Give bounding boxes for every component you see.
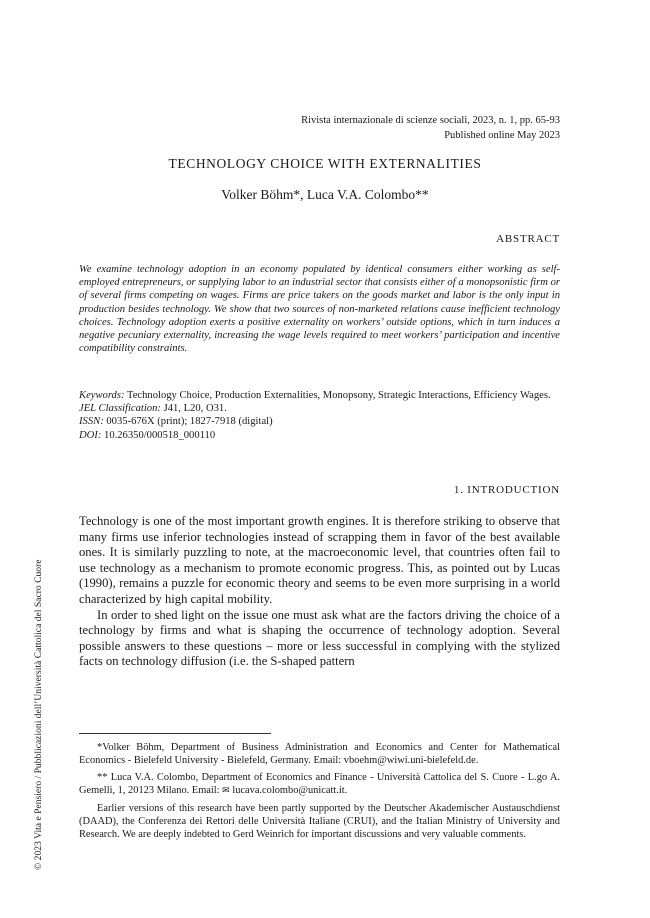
issn-line bbox=[79, 415, 560, 428]
footnotes bbox=[79, 741, 560, 845]
footnote-author-1: *Volker Böhm, Department of Business Administration and Economics and Center for Mathematical Economics - Bielefeld University - Bielefeld, Germany. Email: vboehm@wiwi.uni-bielefeld.de. bbox=[79, 742, 560, 766]
paper-title: TECHNOLOGY CHOICE WITH EXTERNALITIES bbox=[168, 156, 482, 171]
doi-value: 10.26350/000518_000110 bbox=[104, 429, 216, 441]
footnote-author-2-email: lucava.colombo@unicatt.it. bbox=[232, 785, 348, 796]
introduction-body bbox=[79, 514, 560, 670]
introduction-paragraph-2: In order to shed light on the issue one must ask what are the factors driving the choice of a technology by firms and what is shaping the occurrence of technology adoption. Several possible answers to these questions – more or less successful in complying with the stylized facts on technology diffusion (i.e. the S-shaped pattern bbox=[79, 607, 560, 669]
journal-citation: Rivista internazionale di scienze sociali, 2023, n. 1, pp. 65-93 bbox=[301, 115, 560, 126]
abstract-heading: ABSTRACT bbox=[496, 233, 560, 245]
footnote-author-2 bbox=[79, 771, 560, 798]
doi-label: DOI: bbox=[79, 429, 102, 441]
introduction-paragraph-1: Technology is one of the most important growth engines. It is therefore striking to observe that many firms use inferior technologies instead of scrapping them in favor of the best available ones. It is similarly puzzling to note, at the macroeconomic level, that countries often fail to use technology as a mechanism to promote economic progress. This, as pointed out by Lucas (1990), remains a puzzle for economic theory and seems to be even more surprising in a world characterized by high capital mobility. bbox=[79, 514, 560, 606]
doi-line bbox=[79, 429, 560, 442]
jel-label: JEL Classification: bbox=[79, 403, 161, 415]
paper-metadata bbox=[79, 389, 560, 442]
paper-authors: Volker Böhm*, Luca V.A. Colombo** bbox=[221, 187, 429, 202]
journal-header bbox=[301, 113, 560, 143]
jel-line bbox=[79, 402, 560, 415]
jel-value: J41, L20, O31. bbox=[163, 403, 227, 415]
copyright-sidebar: © 2023 Vita e Pensiero / Pubblicazioni dell’Università Cattolica del Sacro Cuore bbox=[33, 559, 44, 870]
introduction-heading: 1. INTRODUCTION bbox=[453, 484, 560, 496]
abstract-text: We examine technology adoption in an economy populated by identical consumers either working as self-employed entrepreneurs, or supplying labor to an industrial sector that consists either of a monopsonistic firm or of several firms competing on wages. Firms are price takers on the goods market and labor is the only input in production besides technology. We show that two sources of non-marketed relations cause inefficient technology choices. Technology adoption exerts a positive externality on workers’ outside options, which in turn induces a negative pecuniary externality, increasing the wage levels required to meet workers’ participation and incentive compatibility constraints. bbox=[79, 264, 560, 355]
publication-date: Published online May 2023 bbox=[444, 130, 560, 141]
envelope-icon: ✉ bbox=[222, 786, 230, 796]
keywords-value: Technology Choice, Production Externalities, Monopsony, Strategic Interactions, Efficiency Wages. bbox=[126, 390, 551, 401]
keywords-line bbox=[79, 389, 560, 402]
issn-label: ISSN: bbox=[79, 416, 104, 428]
issn-value: 0035-676X (print); 1827-7918 (digital) bbox=[106, 416, 273, 428]
footnote-divider bbox=[79, 733, 271, 734]
footnote-acknowledgements: Earlier versions of this research have been partly supported by the Deutscher Akademischer Austauschdienst (DAAD), the Conferenza dei Rettori delle Università Italiane (CRUI), and the Italian Ministry of University and Research. We are deeply indebted to Gerd Weinrich for important discussions and very valuable comments. bbox=[79, 803, 560, 840]
keywords-label: Keywords: bbox=[79, 390, 125, 401]
footnote-author-2-text: ** Luca V.A. Colombo, Department of Economics and Finance - Università Cattolica del S. Cuore - L.go A. Gemelli, 1, 20123 Milano. Email: bbox=[79, 772, 560, 796]
